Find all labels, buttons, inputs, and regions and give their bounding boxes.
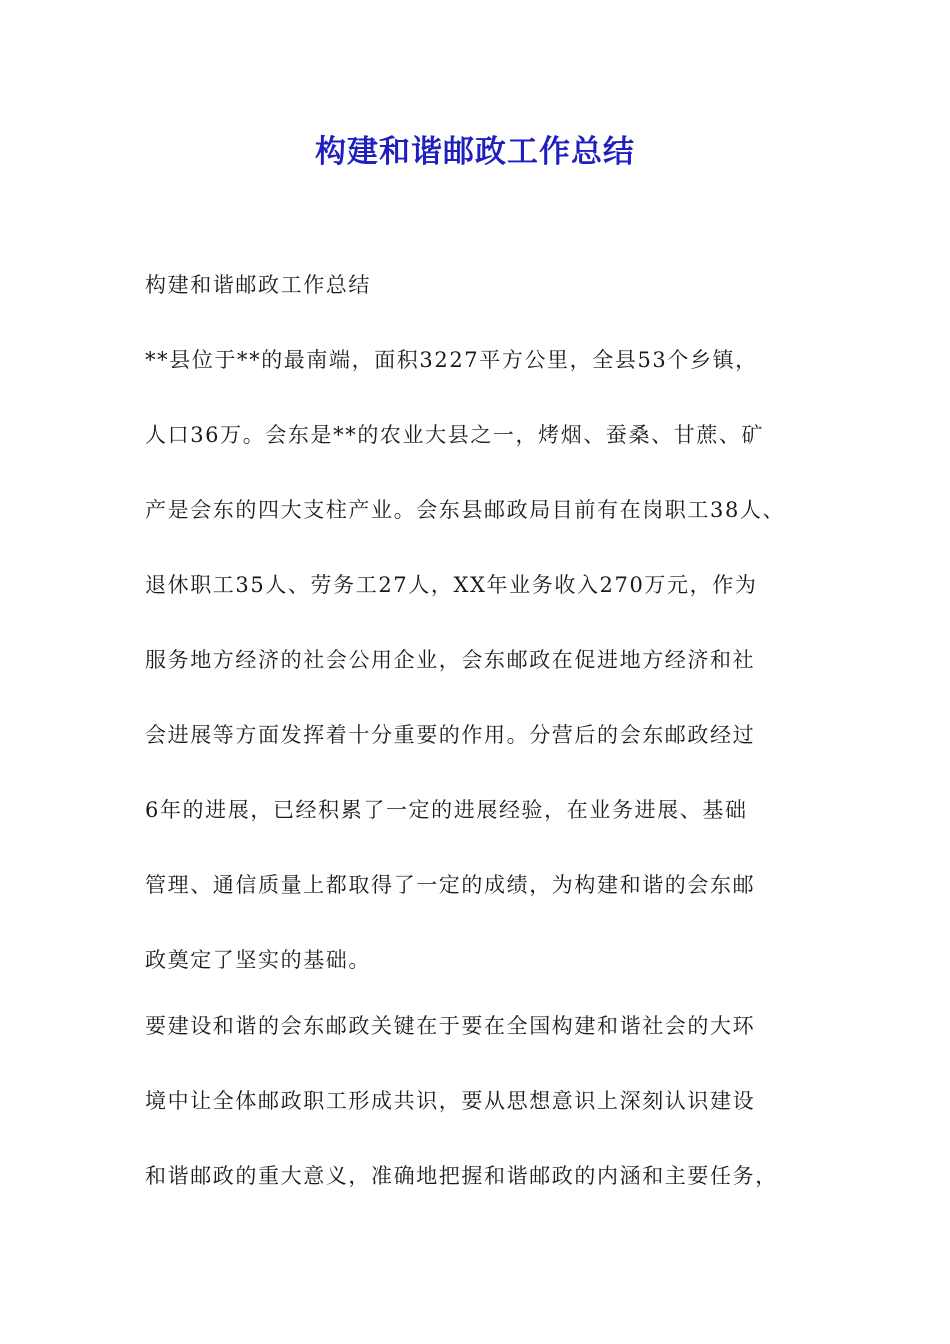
document-title: 构建和谐邮政工作总结 — [315, 134, 635, 170]
document-body — [145, 262, 825, 1228]
body-line: 退休职工35人、劳务工27人，XX年业务收入270万元，作为 — [145, 573, 758, 597]
body-line: 境中让全体邮政职工形成共识，要从思想意识上深刻认识建设 — [145, 1089, 756, 1113]
body-line: 要建设和谐的会东邮政关键在于要在全国构建和谐社会的大环 — [145, 1014, 756, 1038]
body-line: 6年的进展，已经积累了一定的进展经验，在业务进展、基础 — [145, 798, 748, 822]
body-line: 和谐邮政的重大意义，准确地把握和谐邮政的内涵和主要任务， — [145, 1164, 778, 1188]
body-line: 管理、通信质量上都取得了一定的成绩，为构建和谐的会东邮 — [145, 873, 756, 897]
body-line: 人口36万。会东是**的农业大县之一，烤烟、蚕桑、甘蔗、矿 — [145, 423, 765, 447]
body-line: 产是会东的四大支柱产业。会东县邮政局目前有在岗职工38人、 — [145, 498, 786, 522]
body-line: **县位于**的最南端，面积3227平方公里，全县53个乡镇， — [145, 348, 758, 372]
body-line: 服务地方经济的社会公用企业，会东邮政在促进地方经济和社 — [145, 648, 756, 672]
body-line: 政奠定了坚实的基础。 — [145, 948, 371, 972]
body-line: 会进展等方面发挥着十分重要的作用。分营后的会东邮政经过 — [145, 723, 756, 747]
body-line: 构建和谐邮政工作总结 — [145, 273, 371, 297]
